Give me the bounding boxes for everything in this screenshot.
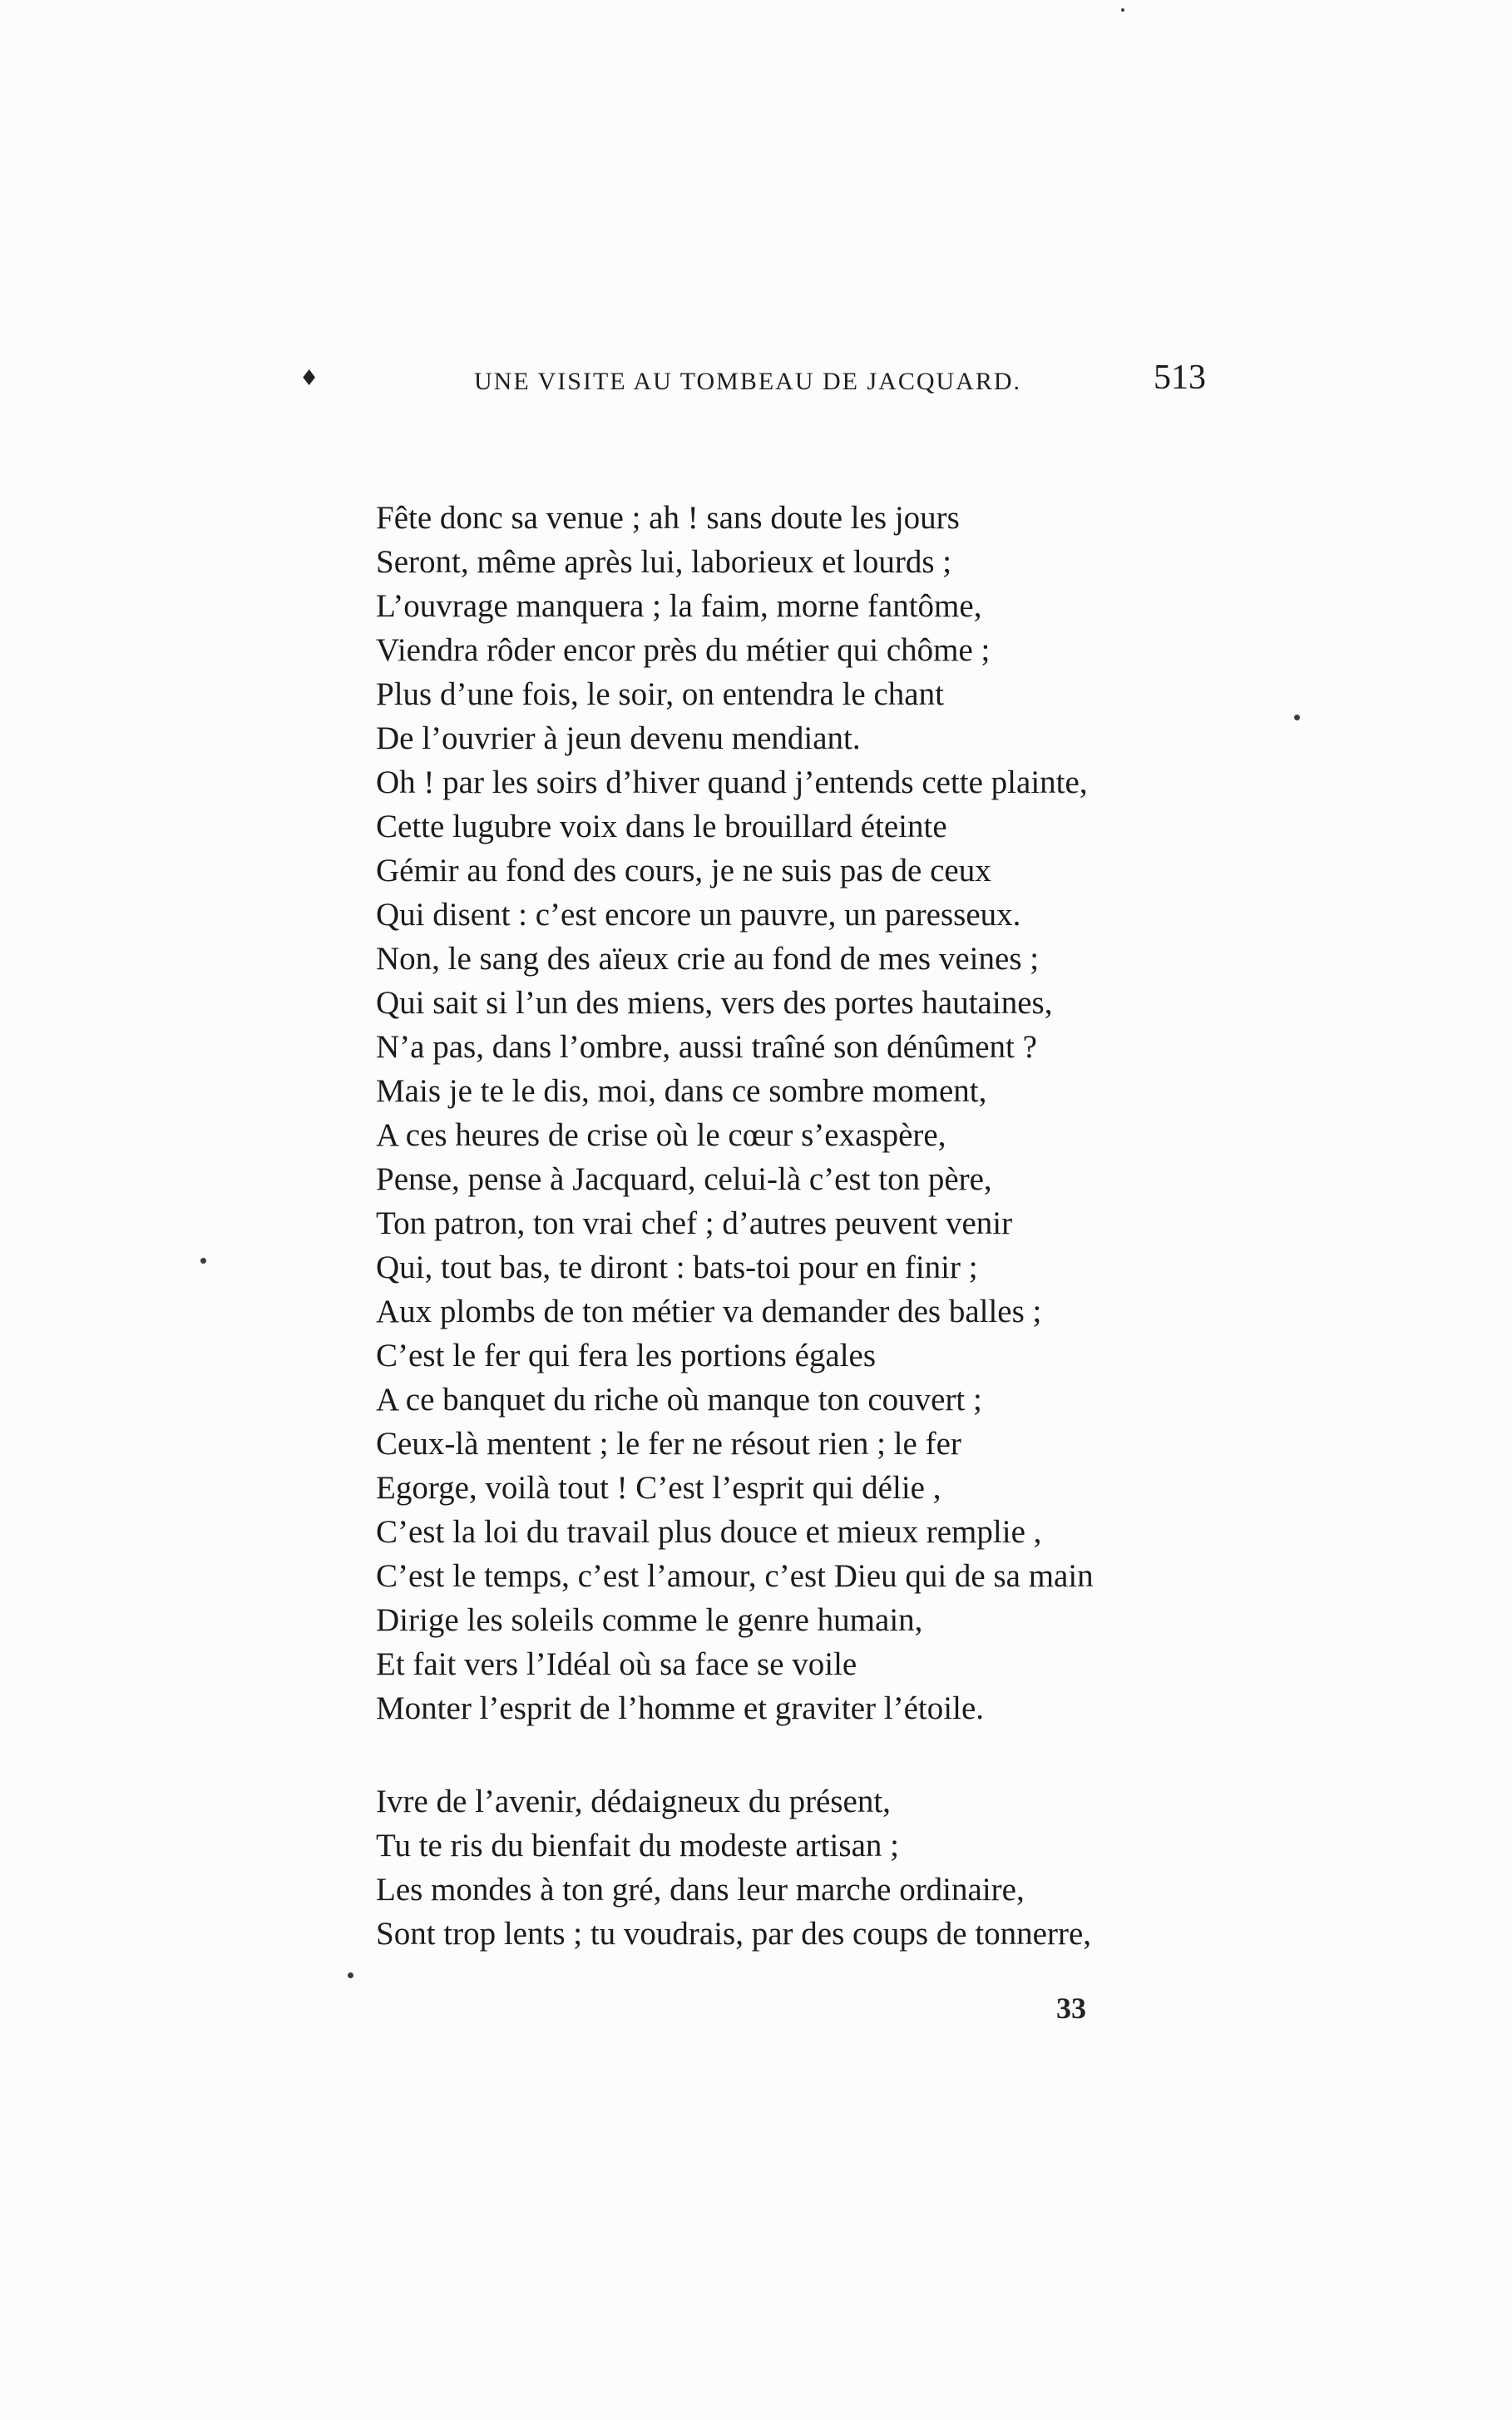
verse-line: N’a pas, dans l’ombre, aussi traîné son dénûment ? [376, 1029, 1037, 1065]
page-number: 513 [1154, 359, 1206, 397]
ink-speck [1121, 8, 1124, 12]
running-head [299, 356, 1214, 406]
ornament-mark: ♦ [299, 366, 319, 391]
verse-line: Monter l’esprit de l’homme et graviter l’étoile. [376, 1690, 985, 1726]
verse-line: C’est le fer qui fera les portions égales [376, 1338, 877, 1373]
verse-line: Plus d’une fois, le soir, on entendra le chant [376, 676, 944, 712]
verse-line: A ce banquet du riche où manque ton couvert ; [376, 1382, 982, 1418]
verse-line: Gémir au fond des cours, je ne suis pas de ceux [376, 853, 991, 888]
ink-speck [200, 1258, 206, 1264]
verse-line: C’est le temps, c’est l’amour, c’est Dieu qui de sa main [376, 1558, 1094, 1594]
verse-line: Oh ! par les soirs d’hiver quand j’entends cette plainte, [376, 765, 1088, 800]
verse-line: C’est la loi du travail plus douce et mieux remplie , [376, 1514, 1042, 1550]
verse-line: A ces heures de crise où le cœur s’exaspère, [376, 1117, 946, 1153]
verse-line: Qui, tout bas, te diront : bats-toi pour en finir ; [376, 1250, 978, 1285]
verse-line: Les mondes à ton gré, dans leur marche ordinaire, [376, 1872, 1025, 1908]
verse-line: Mais je te le dis, moi, dans ce sombre moment, [376, 1073, 987, 1109]
verse-line: Ceux-là mentent ; le fer ne résout rien ; le fer [376, 1426, 961, 1462]
verse-line: Non, le sang des aïeux crie au fond de mes veines ; [376, 941, 1040, 977]
stanza-1 [376, 496, 1094, 1730]
verse-line: Dirige les soleils comme le genre humain, [376, 1602, 923, 1638]
stanza-2 [376, 1779, 1091, 1956]
verse-line: Ivre de l’avenir, dédaigneux du présent, [376, 1784, 891, 1819]
verse-line: Et fait vers l’Idéal où sa face se voile [376, 1646, 857, 1682]
verse-line: Qui disent : c’est encore un pauvre, un paresseux. [376, 897, 1021, 933]
verse-line: Aux plombs de ton métier va demander des balles ; [376, 1294, 1042, 1329]
verse-line: Cette lugubre voix dans le brouillard éteinte [376, 809, 947, 844]
verse-line: Ton patron, ton vrai chef ; d’autres peuvent venir [376, 1205, 1013, 1241]
verse-line: Egorge, voilà tout ! C’est l’esprit qui délie , [376, 1470, 941, 1506]
verse-line: Seront, même après lui, laborieux et lourds ; [376, 544, 952, 580]
verse-line: Fête donc sa venue ; ah ! sans doute les jours [376, 500, 960, 536]
verse-line: Pense, pense à Jacquard, celui-là c’est ton père, [376, 1161, 992, 1197]
signature-mark: 33 [1056, 1992, 1086, 2025]
verse-line: De l’ouvrier à jeun devenu mendiant. [376, 720, 861, 756]
verse-line: Qui sait si l’un des miens, vers des portes hautaines, [376, 985, 1053, 1021]
verse-line: L’ouvrage manquera ; la faim, morne fantôme, [376, 588, 982, 624]
verse-line: Sont trop lents ; tu voudrais, par des coups de tonnerre, [376, 1916, 1091, 1952]
verse-line: Tu te ris du bienfait du modeste artisan ; [376, 1828, 899, 1863]
running-title: UNE VISITE AU TOMBEAU DE JACQUARD. [474, 368, 1022, 395]
ink-speck [348, 1972, 353, 1978]
ink-speck [1294, 715, 1300, 720]
verse-line: Viendra rôder encor près du métier qui chôme ; [376, 632, 991, 668]
